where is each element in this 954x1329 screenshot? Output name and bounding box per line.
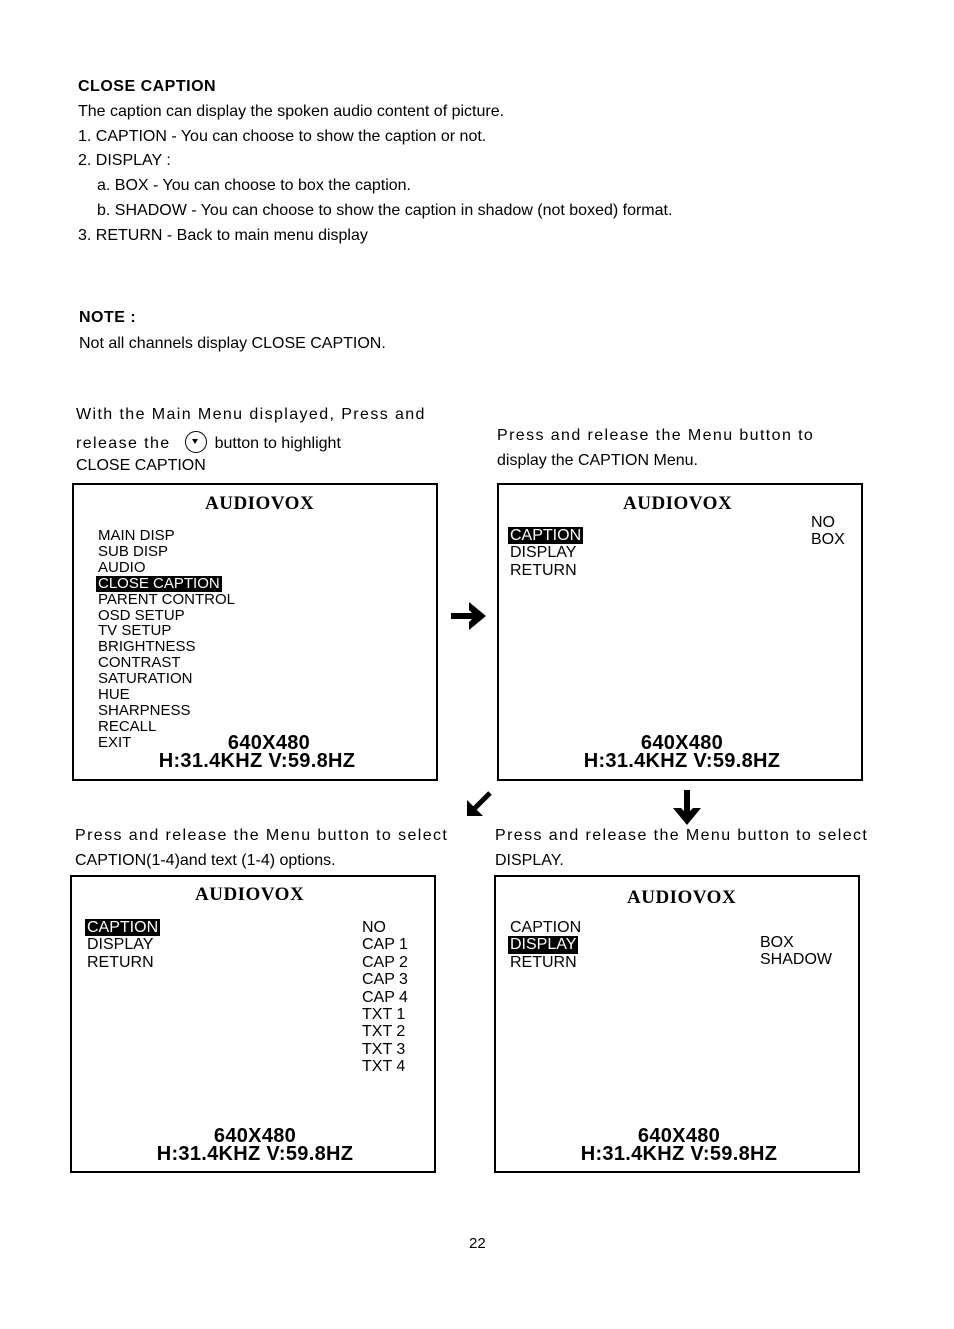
- note-title: NOTE :: [79, 309, 137, 326]
- step4-line1: Press and release the Menu button to select: [495, 827, 869, 844]
- intro-text: The caption can display the spoken audio content of picture.: [78, 103, 505, 120]
- down-left-arrow-icon: [465, 790, 493, 818]
- main-menu-screen: [72, 483, 438, 781]
- page-number: 22: [469, 1235, 486, 1252]
- menu-item-close-caption[interactable]: CLOSE CAPTION: [98, 574, 220, 592]
- menu-item-tv-setup[interactable]: TV SETUP: [98, 622, 172, 640]
- step3-line1: Press and release the Menu button to select: [75, 827, 449, 844]
- item-display: 2. DISPLAY :: [78, 152, 171, 169]
- down-arrow-icon: [671, 790, 703, 826]
- caption-menu-list: [508, 919, 583, 971]
- caption-options-screen: [70, 875, 436, 1173]
- item-return: 3. RETURN - Back to main menu display: [78, 227, 368, 244]
- frequency-label: H:31.4KHZ V:59.8HZ: [583, 750, 781, 772]
- brand-logo: AUDIOVOX: [205, 493, 315, 514]
- caption-menu-list: [508, 527, 583, 579]
- option-box[interactable]: BOX: [811, 531, 845, 549]
- brand-logo: AUDIOVOX: [623, 493, 733, 514]
- option-txt-1[interactable]: TXT 1: [362, 1006, 406, 1024]
- menu-item-hue[interactable]: HUE: [98, 686, 130, 704]
- menu-item-return[interactable]: RETURN: [510, 953, 577, 971]
- menu-item-parent-control[interactable]: PARENT CONTROL: [98, 590, 235, 608]
- option-cap-1[interactable]: CAP 1: [362, 936, 408, 954]
- frequency-label: H:31.4KHZ V:59.8HZ: [158, 750, 356, 772]
- brand-logo: AUDIOVOX: [195, 884, 305, 905]
- menu-item-sharpness[interactable]: SHARPNESS: [98, 701, 191, 719]
- step2-line1: Press and release the Menu button to: [497, 427, 815, 444]
- menu-item-display[interactable]: DISPLAY: [87, 936, 154, 954]
- item-display-shadow: b. SHADOW - You can choose to show the caption in shadow (not boxed) format.: [97, 202, 673, 219]
- display-menu-screen: [494, 875, 860, 1173]
- step4-line2: DISPLAY.: [495, 852, 564, 869]
- step1-line3: CLOSE CAPTION: [76, 457, 206, 474]
- item-caption: 1. CAPTION - You can choose to show the caption or not.: [78, 128, 487, 145]
- option-shadow[interactable]: SHADOW: [760, 951, 832, 969]
- menu-item-caption[interactable]: CAPTION: [87, 919, 159, 936]
- resolution-label: 640X480: [637, 1125, 721, 1147]
- menu-item-main-disp[interactable]: MAIN DISP: [98, 527, 175, 544]
- menu-item-caption[interactable]: CAPTION: [510, 919, 582, 936]
- option-no[interactable]: NO: [811, 514, 835, 531]
- caption-menu-list: [85, 919, 160, 971]
- section-title: CLOSE CAPTION: [78, 78, 217, 95]
- menu-item-brightness[interactable]: BRIGHTNESS: [98, 638, 196, 656]
- caption-menu-screen: [497, 483, 863, 781]
- menu-item-osd-setup[interactable]: OSD SETUP: [98, 606, 185, 624]
- resolution-label: 640X480: [213, 1125, 297, 1147]
- menu-item-sub-disp[interactable]: SUB DISP: [98, 542, 169, 560]
- option-txt-4[interactable]: TXT 4: [362, 1058, 406, 1076]
- menu-item-contrast[interactable]: CONTRAST: [98, 654, 181, 672]
- menu-item-display[interactable]: DISPLAY: [510, 936, 577, 954]
- option-no[interactable]: NO: [362, 919, 386, 936]
- resolution-label: 640X480: [640, 732, 724, 754]
- menu-item-return[interactable]: RETURN: [510, 561, 577, 579]
- item-display-box: a. BOX - You can choose to box the caption.: [97, 177, 411, 194]
- note-text: Not all channels display CLOSE CAPTION.: [79, 335, 386, 352]
- brand-logo: AUDIOVOX: [627, 887, 737, 908]
- menu-item-return[interactable]: RETURN: [87, 953, 154, 971]
- step1-line2: release the button to highlight: [76, 431, 341, 453]
- step3-line2: CAPTION(1-4)and text (1-4) options.: [75, 852, 336, 869]
- caption-text-options-list: [362, 919, 408, 1076]
- menu-item-saturation[interactable]: SATURATION: [98, 670, 193, 688]
- menu-item-caption[interactable]: CAPTION: [510, 527, 582, 544]
- option-txt-2[interactable]: TXT 2: [362, 1023, 406, 1041]
- option-cap-3[interactable]: CAP 3: [362, 971, 408, 989]
- menu-item-display[interactable]: DISPLAY: [510, 544, 577, 562]
- menu-item-audio[interactable]: AUDIO: [98, 558, 146, 576]
- frequency-label: H:31.4KHZ V:59.8HZ: [580, 1143, 778, 1165]
- display-options-list: [760, 934, 832, 969]
- option-cap-2[interactable]: CAP 2: [362, 953, 408, 971]
- step2-line2: display the CAPTION Menu.: [497, 452, 698, 469]
- option-box[interactable]: BOX: [760, 934, 794, 951]
- menu-item-exit[interactable]: EXIT: [98, 733, 132, 751]
- step1-line1: With the Main Menu displayed, Press and: [76, 406, 426, 423]
- menu-item-recall[interactable]: RECALL: [98, 717, 157, 735]
- caption-options-list: [811, 514, 845, 549]
- right-arrow-icon: [451, 600, 487, 632]
- frequency-label: H:31.4KHZ V:59.8HZ: [156, 1143, 354, 1165]
- option-txt-3[interactable]: TXT 3: [362, 1040, 406, 1058]
- option-cap-4[interactable]: CAP 4: [362, 988, 408, 1006]
- down-arrow-button-icon: [185, 431, 207, 453]
- main-menu-list: [96, 528, 237, 751]
- resolution-label: 640X480: [227, 732, 311, 754]
